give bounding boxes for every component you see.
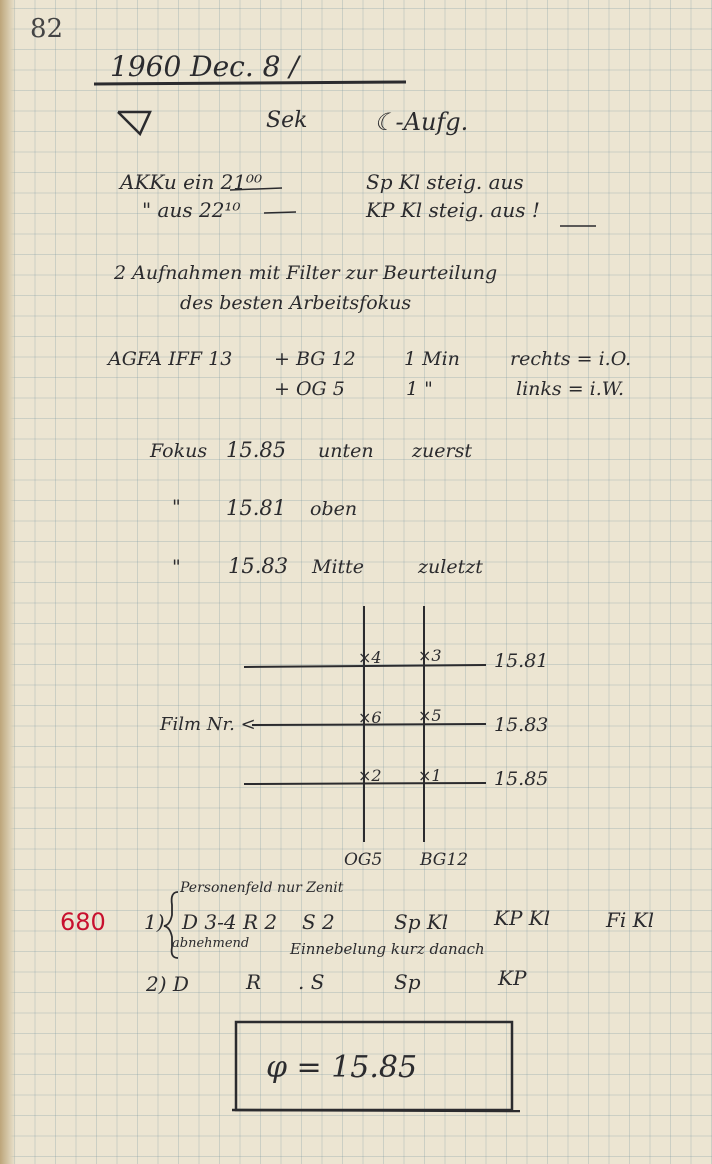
page-number: 82 — [30, 14, 64, 44]
entry-1-label: 1) — [144, 910, 165, 934]
entry-1-s: S 2 — [302, 910, 335, 934]
film-number-label: Film Nr. < — [160, 714, 256, 735]
entry-1-d: D 3-4 R 2 — [182, 910, 278, 934]
filter-time-1: 1 Min — [404, 348, 460, 370]
akku-off: " aus 22¹⁰ — [142, 198, 241, 222]
header-sek: Sek — [266, 108, 308, 133]
filter-film: AGFA IFF 13 — [108, 348, 233, 370]
entry-2-sp: Sp — [394, 970, 421, 994]
focus-value-2: 15.81 — [226, 496, 287, 520]
triangle-mark — [118, 112, 150, 134]
focus-ditto-2: " — [172, 496, 181, 518]
grid-row-label-mid: 15.83 — [494, 714, 549, 736]
filter-time-2: 1 " — [406, 378, 433, 400]
akku-off-note: KP Kl steig. aus ! — [366, 198, 540, 222]
note-mid: Einnebelung kurz danach — [290, 940, 485, 958]
intro-line-1: 2 Aufnahmen mit Filter zur Beurteilung — [114, 262, 498, 284]
entry-2-label: 2) D — [146, 972, 189, 996]
entry-1-fi: Fi Kl — [606, 908, 654, 932]
grid-mark-6: ×6 — [358, 708, 382, 727]
header-moon-rise: ☾-Aufg. — [374, 108, 469, 136]
entry-2-kp: KP — [498, 966, 527, 990]
focus-pos-1: unten — [318, 440, 374, 462]
filter-og5: + OG 5 — [274, 378, 345, 400]
focus-pos-3: Mitte — [312, 556, 365, 578]
grid-row-label-top: 15.81 — [494, 650, 549, 672]
filter-bg12: + BG 12 — [274, 348, 356, 370]
grid-mark-4: ×4 — [358, 648, 382, 667]
grid-col-label-og5: OG5 — [344, 850, 383, 870]
grid-mark-1: ×1 — [418, 766, 442, 785]
entry-2-r: R — [246, 970, 262, 994]
entry-number: 680 — [60, 908, 106, 936]
grid-mark-2: ×2 — [358, 766, 382, 785]
entry-date: 1960 Dec. 8 / — [110, 50, 299, 83]
focus-label: Fokus — [150, 440, 208, 462]
filter-result-left: links = i.W. — [516, 378, 625, 400]
focus-order-3: zuletzt — [418, 556, 483, 578]
result-value: φ = 15.85 — [266, 1050, 418, 1085]
focus-value-3: 15.83 — [228, 554, 289, 578]
grid-row-label-bottom: 15.85 — [494, 768, 549, 790]
akku-on-note: Sp Kl steig. aus — [366, 170, 524, 194]
focus-pos-2: oben — [310, 498, 358, 520]
note-left: abnehmend — [172, 936, 250, 951]
focus-ditto-3: " — [172, 556, 181, 578]
entry-1-kp: KP Kl — [494, 906, 551, 930]
akku-on: AKKu ein 21⁰⁰ — [120, 170, 263, 194]
grid-col-label-bg12: BG12 — [420, 850, 469, 870]
grid-mark-5: ×5 — [418, 706, 442, 725]
focus-value-1: 15.85 — [226, 438, 287, 462]
focus-order-1: zuerst — [412, 440, 472, 462]
entry-1-sp: Sp Kl — [394, 910, 449, 934]
filter-result-right: rechts = i.O. — [510, 348, 632, 370]
entry-2-s: . S — [298, 970, 325, 994]
note-top: Personenfeld nur Zenit — [180, 880, 344, 896]
intro-line-2: des besten Arbeitsfokus — [180, 292, 412, 314]
grid-mark-3: ×3 — [418, 646, 442, 665]
